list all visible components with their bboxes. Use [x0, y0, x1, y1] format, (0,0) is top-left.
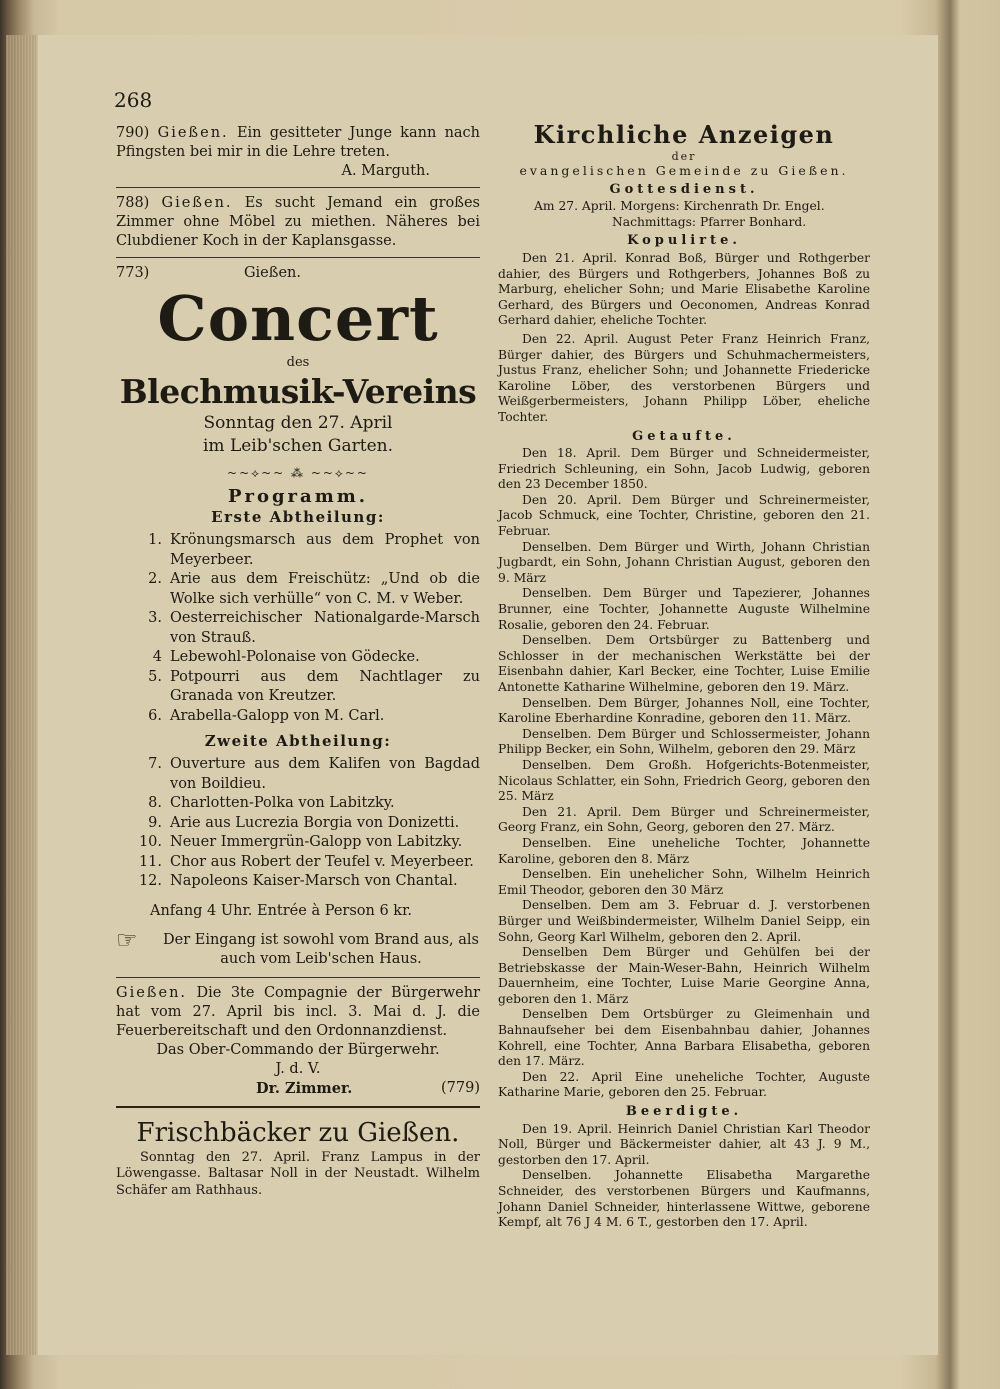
entry: Denselben. Johannette Elisabetha Margarethe Schneider, des verstorbenen Bürgers und Kaufmanns, Johann Daniel Schneider, hinterlassene Wittwe, geborene Kempf, alt 76 J 4 M. 6 T., gestorben den 17. April. — [498, 1168, 870, 1230]
right-column — [498, 120, 870, 1231]
notice-790-sign: A. Marguth. — [341, 163, 430, 179]
pointing-hand-icon: ☞ — [116, 925, 138, 954]
entry: Denselben. Dem Bürger, Johannes Noll, eine Tochter, Karoline Eberhardine Konradine, geboren den 11. März. — [498, 695, 870, 726]
entry: Den 22. April. August Peter Franz Heinrich Franz, Bürger dahier, des Bürgers und Schuhmachermeisters, Justus Franz, ehelicher Sohn; und Johannette Friedericke Karoline Löber, des verstorbenen Bürgers und Weißgerbermeisters, Johann Philipp Löber, eheliche Tochter. — [498, 331, 870, 424]
gottesdienst-line2: Nachmittags: Pfarrer Bonhard. — [612, 214, 807, 229]
concert-header: 773) Gießen. — [116, 265, 301, 281]
entry: Denselben Dem Bürger und Gehülfen bei der Betriebskasse der Main-Weser-Bahn, Heinrich Wilhelm Dauernheim, eine Tochter, Luise Marie Georgine Anna, geboren den 1. März — [498, 945, 870, 1006]
concert-notice — [116, 264, 480, 969]
church-der: der — [671, 150, 697, 163]
baker-text: Sonntag den 27. April. Franz Lampus in der Löwengasse. Baltasar Noll in der Neustadt. Wilhelm Schäfer am Rathhaus. — [116, 1149, 480, 1198]
program-item: 2. Arie aus dem Freischütz: „Und ob die Wolke sich verhülle“ von C. M. v Weber. — [148, 571, 480, 607]
notice-779-sign2: J. d. V. — [275, 1060, 321, 1077]
church-title: Kirchliche Anzeigen — [533, 120, 835, 149]
entry: Denselben. Dem Bürger und Tapezierer, Johannes Brunner, eine Tochter, Johannette Auguste Wilhelmine Rosalie, geboren den 24. Februar. — [498, 586, 870, 632]
page-edges — [6, 35, 36, 1355]
section-gottesdienst: Gottesdienst. — [609, 181, 759, 197]
left-column — [116, 124, 480, 1199]
program-item: 1. Krönungsmarsch aus dem Prophet von Meyerbeer. — [148, 532, 480, 568]
entry: Denselben. Ein unehelicher Sohn, Wilhelm Heinrich Emil Theodor, geboren den 30 März — [498, 867, 870, 897]
notice-788: 788) Gießen. Es sucht Jemand ein großes Zimmer ohne Möbel zu miethen. Näheres bei Clubdiener Koch in der Kaplansgasse. — [116, 195, 480, 249]
entry: Denselben. Dem am 3. Februar d. J. verstorbenen Bürger und Weißbindermeister, Wilhelm Daniel Seipp, ein Sohn, Georg Karl Wilhelm, geboren den 2. April. — [498, 898, 870, 944]
page-number: 268 — [114, 88, 153, 112]
divider — [116, 187, 480, 188]
entry: Denselben Dem Ortsbürger zu Gleimenhain und Bahnaufseher bei dem Eisenbahnbau dahier, Johannes Kohrell, eine Tochter, Anna Barbara Elisabetha, geboren den 17. März. — [498, 1007, 870, 1069]
entry: Denselben. Dem Bürger und Schlossermeister, Johann Philipp Becker, ein Sohn, Wilhelm, geboren den 29. März — [498, 726, 870, 757]
notice-790: 790) Gießen. Ein gesitteter Junge kann nach Pfingsten bei mir in die Lehre treten. — [116, 125, 481, 160]
entry: Den 22. April Eine uneheliche Tochter, Auguste Katharine Marie, geboren den 25. Februar. — [498, 1069, 870, 1100]
ornament-icon: ~~⟡~~ ⁂ ~~⟡~~ — [227, 466, 369, 480]
section-getaufte: Getaufte. — [632, 428, 736, 444]
concert-venue: im Leib'schen Garten. — [203, 436, 393, 456]
program-item: 3. Oesterreichischer Nationalgarde-Marsch von Strauß. — [148, 610, 480, 646]
church-subtitle: evangelischen Gemeinde zu Gießen. — [519, 163, 849, 178]
program-item: 6. Arabella-Galopp von M. Carl. — [148, 707, 385, 724]
entry: Den 21. April. Konrad Boß, Bürger und Rothgerber dahier, des Bürgers und Rothgerbers, Johannes Boß zu Marburg, ehelicher Sohn; und Marie Elisabethe Karoline Gerhard, des Bürgers und Oeconomen, Andreas Konrad Gerhard dahier, eheliche Tochter. — [498, 250, 870, 328]
gottesdienst-line1: Am 27. April. Morgens: Kirchenrath Dr. Engel. — [534, 199, 825, 214]
concert-title: Concert — [157, 282, 439, 355]
concert-des: des — [286, 355, 310, 370]
entry: Den 18. April. Dem Bürger und Schneidermeister, Friedrich Schleuning, ein Sohn, Jacob Ludwig, geboren den 23 December 1850. — [498, 446, 870, 492]
program-part2 — [116, 755, 480, 892]
program-item: 8. Charlotten-Polka von Labitzky. — [148, 795, 395, 811]
concert-start: Anfang 4 Uhr. Entrée à Person 6 kr. — [150, 902, 413, 919]
program-item: 7. Ouverture aus dem Kalifen von Bagdad von Boildieu. — [148, 756, 480, 792]
baker-title: Frischbäcker zu Gießen. — [136, 1117, 460, 1148]
program-item: 4 Lebewohl-Polonaise von Gödecke. — [152, 649, 420, 665]
program-item: 12. Napoleons Kaiser-Marsch von Chantal. — [138, 873, 458, 889]
entry: Denselben. Dem Bürger und Wirth, Johann Christian Jugbardt, ein Sohn, Johann Christian August, geboren den 9. März — [498, 539, 870, 585]
program-item: 5. Potpourri aus dem Nachtlager zu Granada von Kreutzer. — [148, 668, 480, 704]
entry: Denselben. Eine uneheliche Tochter, Johannette Karoline, geboren den 8. März — [498, 835, 870, 866]
divider — [116, 1106, 480, 1108]
section-kopulirte: Kopulirte. — [627, 233, 741, 249]
entry: Den 19. April. Heinrich Daniel Christian Karl Theodor Noll, Bürger und Bäckermeister dahier, alt 43 J. 9 M., gestorben den 17. April. — [498, 1121, 870, 1167]
program-part1 — [116, 531, 480, 726]
entry: Den 21. April. Dem Bürger und Schreinermeister, Georg Franz, ein Sohn, Georg, geboren den 27. März. — [498, 804, 870, 835]
concert-date: Sonntag den 27. April — [203, 413, 393, 433]
section-beerdigte: Beerdigte. — [625, 1104, 743, 1120]
entry: Den 20. April. Dem Bürger und Schreinermeister, Jacob Schmuck, eine Tochter, Christine, geboren den 21. Februar. — [498, 492, 870, 539]
entry: Denselben. Dem Großh. Hofgerichts-Botenmeister, Nicolaus Schlatter, ein Sohn, Friedrich Georg, geboren den 25. März — [498, 757, 870, 804]
notice-779: Gießen. Die 3te Compagnie der Bürgerwehr hat vom 27. April bis incl. 3. Mai d. J. die Feuerbereitschaft und den Ordonnanzdienst. Das Ober-Commando der Bürgerwehr. J. d. V. Dr. Zimmer. (779) — [116, 984, 481, 1097]
part1-title: Erste Abtheilung: — [211, 508, 385, 526]
entry: Denselben. Dem Ortsbürger zu Battenberg und Schlosser in der mechanischen Werkstätte bei der Eisenbahn dahier, Karl Becker, eine Tochter, Luise Emilie Antonette Katharine Wilhelmine, geboren den 19. März. — [498, 633, 870, 694]
baker-notice — [116, 1116, 480, 1200]
verein-title: Blechmusik-Vereins — [119, 372, 477, 411]
program-item: 9. Arie aus Lucrezia Borgia von Donizetti. — [148, 814, 460, 831]
part2-title: Zweite Abtheilung: — [204, 732, 392, 750]
programm-title: Programm. — [227, 486, 369, 507]
program-item: 11. Chor aus Robert der Teufel v. Meyerbeer. — [138, 853, 474, 870]
notice-779-sign1: Das Ober-Commando der Bürgerwehr. — [156, 1041, 440, 1058]
notice-779-sign3: Dr. Zimmer. (779) — [256, 1079, 480, 1097]
divider — [116, 257, 480, 258]
divider — [116, 977, 480, 978]
entrance-note: ☞ Der Eingang ist sowohl vom Brand aus, als auch vom Leib'schen Haus. — [116, 925, 479, 967]
program-item: 10. Neuer Immergrün-Galopp von Labitzky. — [138, 834, 463, 850]
